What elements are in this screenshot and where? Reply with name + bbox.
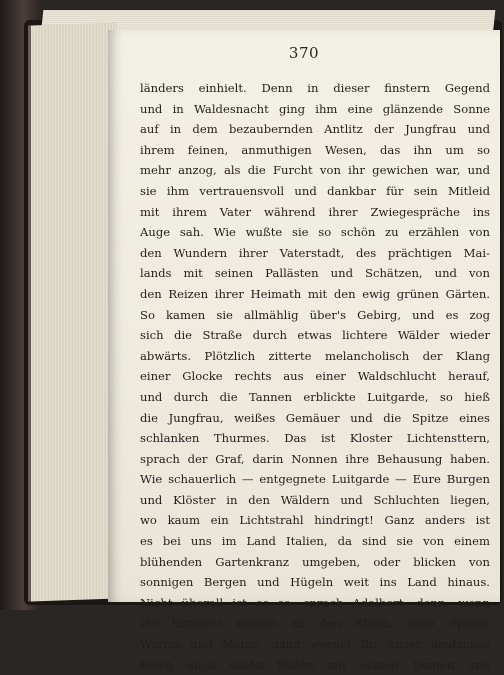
text-line: So kamen sie allmählig über's Gebirg, und es zog [140,307,490,322]
text-line: einer Glocke rechts aus einer Waldschlucht herauf, [140,369,490,384]
text-line: Wie schauerlich — entgegnete Luitgarde — Eure Burgen [140,472,490,487]
text-line: sie ihm vertrauensvoll und dankbar für sein Mitleid [140,183,490,198]
page-number: 370 [288,44,320,62]
text-line: mehr anzog, als die Furcht von ihr gewichen war, und [140,163,490,178]
text-line: Ihr hinunter kommt an den Rhein, nach Speier, [140,616,490,631]
text-line: sonnigen Bergen und Hügeln weit ins Land hinaus. [140,575,490,590]
text-line: schlanken Thurmes. Das ist Kloster Lichtensttern, [140,431,490,446]
text-line: die Jungfrau, weißes Gemäuer und die Spitze eines [140,410,490,425]
text-line: mit ihrem Vater während ihrer Zwiegespräche ins [140,204,490,219]
page-stack-side-edge [28,22,117,601]
text-line: auf in dem bezaubernden Antlitz der Jungfrau und [140,122,490,137]
text-line: abwärts. Plötzlich zitterte melancholisch der Klang [140,348,490,363]
text-line: sprach der Graf, darin Nonnen ihre Behausung haben. [140,451,490,466]
text-line: und Klöster in den Wäldern und Schluchten liegen, [140,492,490,507]
text-line: wo kaum ein Lichtstrahl hindringt! Ganz anders ist [140,513,490,528]
text-line: es bei uns im Land Italien, da sind sie von einem [140,534,490,549]
text-line: und in Waldesnacht ging ihm eine glänzende Sonne [140,101,490,116]
text-line: blühenden Gartenkranz umgeben, oder blicken von [140,554,490,569]
text-line: Worms und Mainz, dann werdet Ihr unser deutsches [140,637,490,652]
book-page [108,30,500,672]
text-line: Nicht überall ist es so, sprach Adalbert, denn, wenn [140,595,490,610]
text-line: sich die Straße durch etwas lichtere Wälder wieder [140,328,490,343]
text-line: den Wundern ihrer Vaterstadt, des prächtigen Mai- [140,245,490,260]
text-line: Reich auch schön finden mit seinen Domen und [140,657,490,672]
text-line: und durch die Tannen erblickte Luitgarde, so hieß [140,389,490,404]
text-line: länders einhielt. Denn in dieser finstern Gegend [140,81,490,95]
text-line: ihrem feinen, anmuthigen Wesen, das ihn um so [140,142,490,157]
text-line: lands mit seinen Pallästen und Schätzen, und von [140,266,490,281]
page-text [140,78,490,675]
text-line: den Reizen ihrer Heimath mit den ewig grünen Gärten. [140,286,490,301]
text-line: Auge sah. Wie wußte sie so schön zu erzählen von [140,225,490,240]
